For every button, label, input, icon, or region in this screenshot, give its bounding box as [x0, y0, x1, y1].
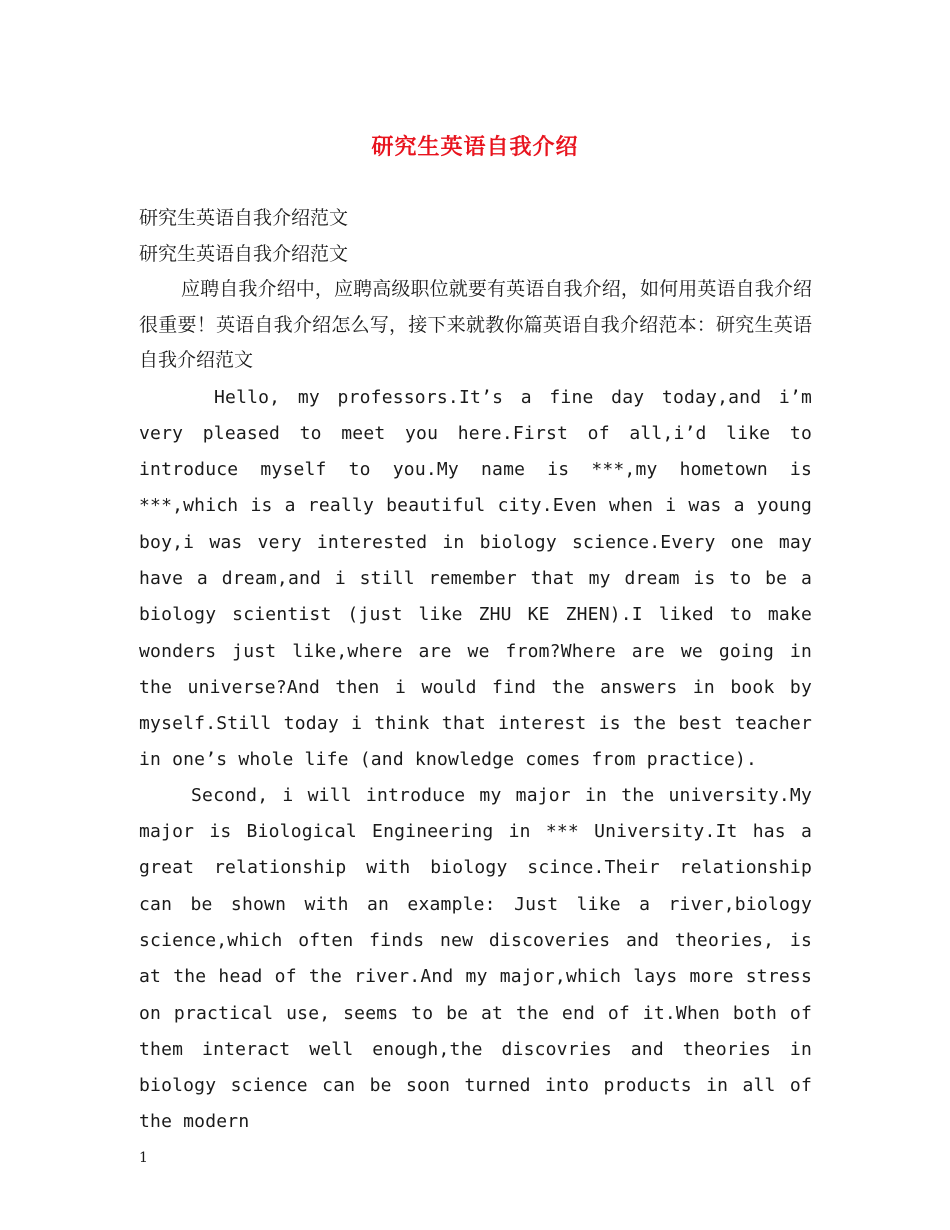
section-heading: 研究生英语自我介绍范文: [139, 207, 349, 229]
document-title: 研究生英语自我介绍: [371, 134, 579, 160]
intro-paragraph: 应聘自我介绍中，应聘高级职位就要有英语自我介绍，如何用英语自我介绍很重要！英语自我介绍怎么写，接下来就教你篇英语自我介绍范本：研究生英语自我介绍范文: [139, 278, 812, 371]
page-number: 1: [139, 1150, 148, 1166]
english-paragraph-1: Hello, my professors.It’s a fine day today,and i’m very pleased to meet you here.First of all,i’d like to introduce myself to you.My name is ***,my hometown is ***,which is a really beautiful city.Even when i was a young boy,i was very interested in biology science.Every one may have a dream,and i still remember that my dream is to be a biology scientist (just like ZHU KE ZHEN).I liked to make wonders just like,where are we from?Where are we going in the universe?And then i would find the answers in book by myself.Still today i think that interest is the best teacher in one’s whole life (and knowledge comes from practice).: [139, 386, 812, 771]
english-paragraph-2: Second, i will introduce my major in the university.My major is Biological Engineering in *** University.It has a great relationship with biology scince.Their relationship can be shown with an example: Just like a river,biology science,which often finds new discoveries and theories, is at the head of the river.And my major,which lays more stress on practical use, seems to be at the end of it.When both of them interact well enough,the discovries and theories in biology science can be soon turned into products in all of the modern: [139, 784, 812, 1133]
document-body: [139, 200, 812, 1141]
section-heading: 研究生英语自我介绍范文: [139, 243, 349, 265]
